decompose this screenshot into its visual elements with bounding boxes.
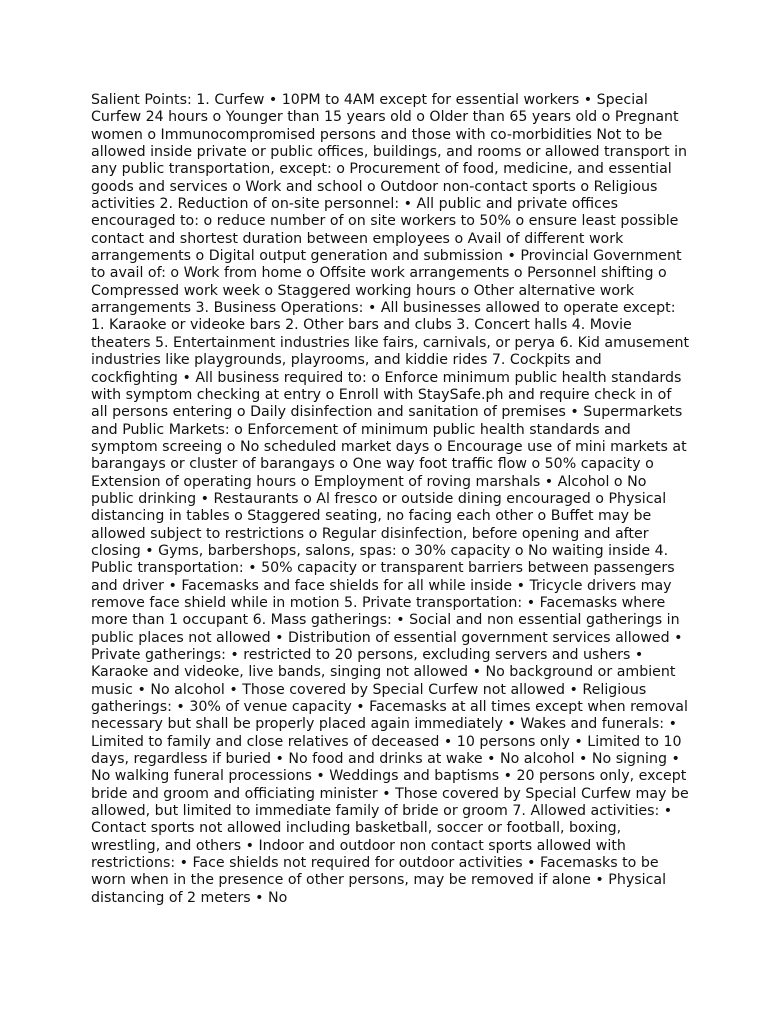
- document-body-text: Salient Points: 1. Curfew • 10PM to 4AM except for essential workers • Special Curfew 24 hours o Younger than 15 years old o Older than 65 years old o Pregnant women o Immunocompromised persons and those with co-morbidities Not to be allowed inside private or public offices, buildings, and rooms or allowed transport in any public transportation, except: o Procurement of food, medicine, and essential goods and services o Work and school o Outdoor non-contact sports o Religious activities 2. Reduction of on-site personnel: • All public and private offices encouraged to: o reduce number of on site workers to 50% o ensure least possible contact and shortest duration between employees o Avail of different work arrangements o Digital output generation and submission • Provincial Government to avail of: o Work from home o Offsite work arrangements o Personnel shifting o Compressed work week o Staggered working hours o Other alternative work arrangements 3. Business Operations: • All businesses allowed to operate except: 1. Karaoke or videoke bars 2. Other bars and clubs 3. Concert halls 4. Movie theaters 5. Entertainment industries like fairs, carnivals, or perya 6. Kid amusement industries like playgrounds, playrooms, and kiddie rides 7. Cockpits and cockfighting • All business required to: o Enforce minimum public health standards with symptom checking at entry o Enroll with StaySafe.ph and require check in of all persons entering o Daily disinfection and sanitation of premises • Supermarkets and Public Markets: o Enforcement of minimum public health standards and symptom screeing o No scheduled market days o Encourage use of mini markets at barangays or cluster of barangays o One way foot traffic flow o 50% capacity o Extension of operating hours o Employment of roving marshals • Alcohol o No public drinking • Restaurants o Al fresco or outside dining encouraged o Physical distancing in tables o Staggered seating, no facing each other o Buffet may be allowed subject to restrictions o Regular disinfection, before opening and after closing • Gyms, barbershops, salons, spas: o 30% capacity o No waiting inside 4. Public transportation: • 50% capacity or transparent barriers between passengers and driver • Facemasks and face shields for all while inside • Tricycle drivers may remove face shield while in motion 5. Private transportation: • Facemasks where more than 1 occupant 6. Mass gatherings: • Social and non essential gatherings in public places not allowed • Distribution of essential government services allowed • Private gatherings: • restricted to 20 persons, excluding servers and ushers • Karaoke and videoke, live bands, singing not allowed • No background or ambient music • No alcohol • Those covered by Special Curfew not allowed • Religious gatherings: • 30% of venue capacity • Facemasks at all times except when removal necessary but shall be properly placed again immediately • Wakes and funerals: • Limited to family and close relatives of deceased • 10 persons only • Limited to 10 days, regardless if buried • No food and drinks at wake • No alcohol • No signing • No walking funeral processions • Weddings and baptisms • 20 persons only, except bride and groom and officiating minister • Those covered by Special Curfew may be allowed, but limited to immediate family of bride or groom 7. Allowed activities: • Contact sports not allowed including basketball, soccer or football, boxing, wrestling, and others • Indoor and outdoor non contact sports allowed with restrictions: • Face shields not required for outdoor activities • Facemasks to be worn when in the presence of other persons, may be removed if alone • Physical distancing of 2 meters • No: [91, 92, 690, 906]
